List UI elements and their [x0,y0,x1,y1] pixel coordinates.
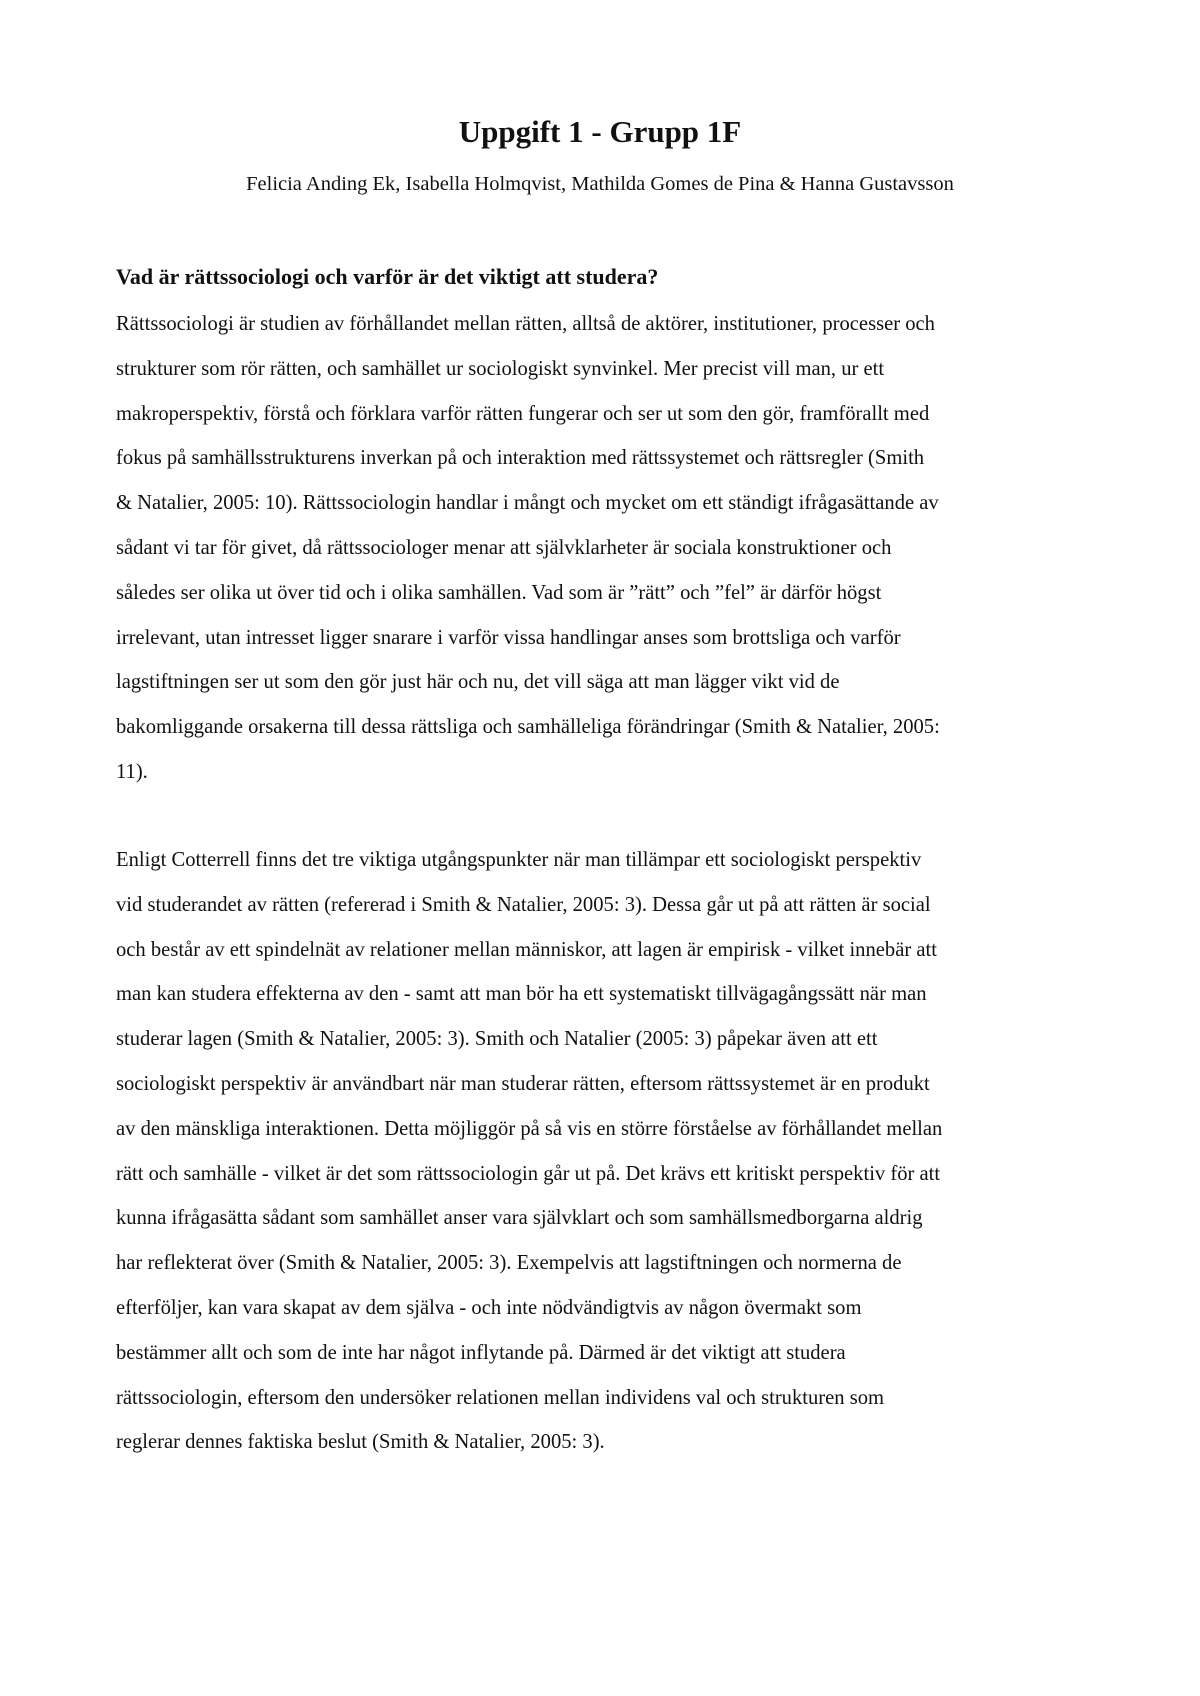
paragraph-line: reglerar dennes faktiska beslut (Smith & Natalier, 2005: 3). [116,1431,605,1454]
paragraph-line: 11). [116,760,148,783]
paragraph-line: bakomliggande orsakerna till dessa rättsliga och samhälleliga förändringar (Smith & Natalier, 2005: [116,716,940,739]
paragraph-line: vid studerandet av rätten (refererad i Smith & Natalier, 2005: 3). Dessa går ut på att rätten är social [116,893,931,916]
paragraph-line: kunna ifrågasätta sådant som samhället anser vara självklart och som samhällsmedborgarna aldrig [116,1207,923,1230]
paragraph-line: makroperspektiv, förstå och förklara varför rätten fungerar och ser ut som den gör, framförallt med [116,402,930,425]
body-paragraph-2 [116,838,1106,1465]
paragraph-line: studerar lagen (Smith & Natalier, 2005: 3). Smith och Natalier (2005: 3) påpekar även att ett [116,1028,878,1051]
paragraph-line: lagstiftningen ser ut som den gör just här och nu, det vill säga att man lägger vikt vid de [116,671,840,694]
paragraph-line: Enligt Cotterrell finns det tre viktiga utgångspunkter när man tillämpar ett sociologiskt perspektiv [116,849,922,871]
author-list: Felicia Anding Ek, Isabella Holmqvist, Mathilda Gomes de Pina & Hanna Gustavsson [246,173,954,195]
paragraph-line: Rättssociologi är studien av förhållandet mellan rätten, alltså de aktörer, institutioner, processer och [116,313,935,335]
paragraph-line: således ser olika ut över tid och i olika samhällen. Vad som är ”rätt” och ”fel” är därför högst [116,581,882,604]
paragraph-line: efterföljer, kan vara skapat av dem själva - och inte nödvändigtvis av någon övermakt som [116,1296,862,1319]
paragraph-line: & Natalier, 2005: 10). Rättssociologin handlar i mångt och mycket om ett ständigt ifrågasättande av [116,492,939,515]
paragraph-line: rätt och samhälle - vilket är det som rättssociologin går ut på. Det krävs ett kritiskt perspektiv för att [116,1162,941,1185]
body-paragraph-1 [116,302,1106,795]
paragraph-line: bestämmer allt och som de inte har något inflytande på. Därmed är det viktigt att studera [116,1341,846,1364]
paragraph-line: och består av ett spindelnät av relationer mellan människor, att lagen är empirisk - vilket innebär att [116,938,937,961]
paragraph-line: fokus på samhällsstrukturens inverkan på och interaktion med rättssystemet och rättsregler (Smith [116,447,925,470]
paragraph-line: irrelevant, utan intresset ligger snarare i varför vissa handlingar anses som brottsliga och varför [116,626,901,649]
paragraph-line: har reflekterat över (Smith & Natalier, 2005: 3). Exempelvis att lagstiftningen och normerna de [116,1252,902,1275]
paragraph-line: sådant vi tar för givet, då rättssociologer menar att självklarheter är sociala konstruktioner och [116,536,892,559]
section-heading: Vad är rättssociologi och varför är det viktigt att studera? [116,264,659,289]
paragraph-line: sociologiskt perspektiv är användbart när man studerar rätten, eftersom rättssystemet är en produkt [116,1072,930,1095]
paragraph-line: man kan studera effekterna av den - samt att man bör ha ett systematiskt tillvägagångssätt när man [116,983,927,1006]
paragraph-line: strukturer som rör rätten, och samhället ur sociologiskt synvinkel. Mer precist vill man, ur ett [116,357,885,380]
document-title: Uppgift 1 - Grupp 1F [458,114,742,149]
paragraph-line: rättssociologin, eftersom den undersöker relationen mellan individens val och strukturen som [116,1386,885,1409]
paragraph-line: av den mänskliga interaktionen. Detta möjliggör på så vis en större förståelse av förhållandet mellan [116,1117,943,1140]
